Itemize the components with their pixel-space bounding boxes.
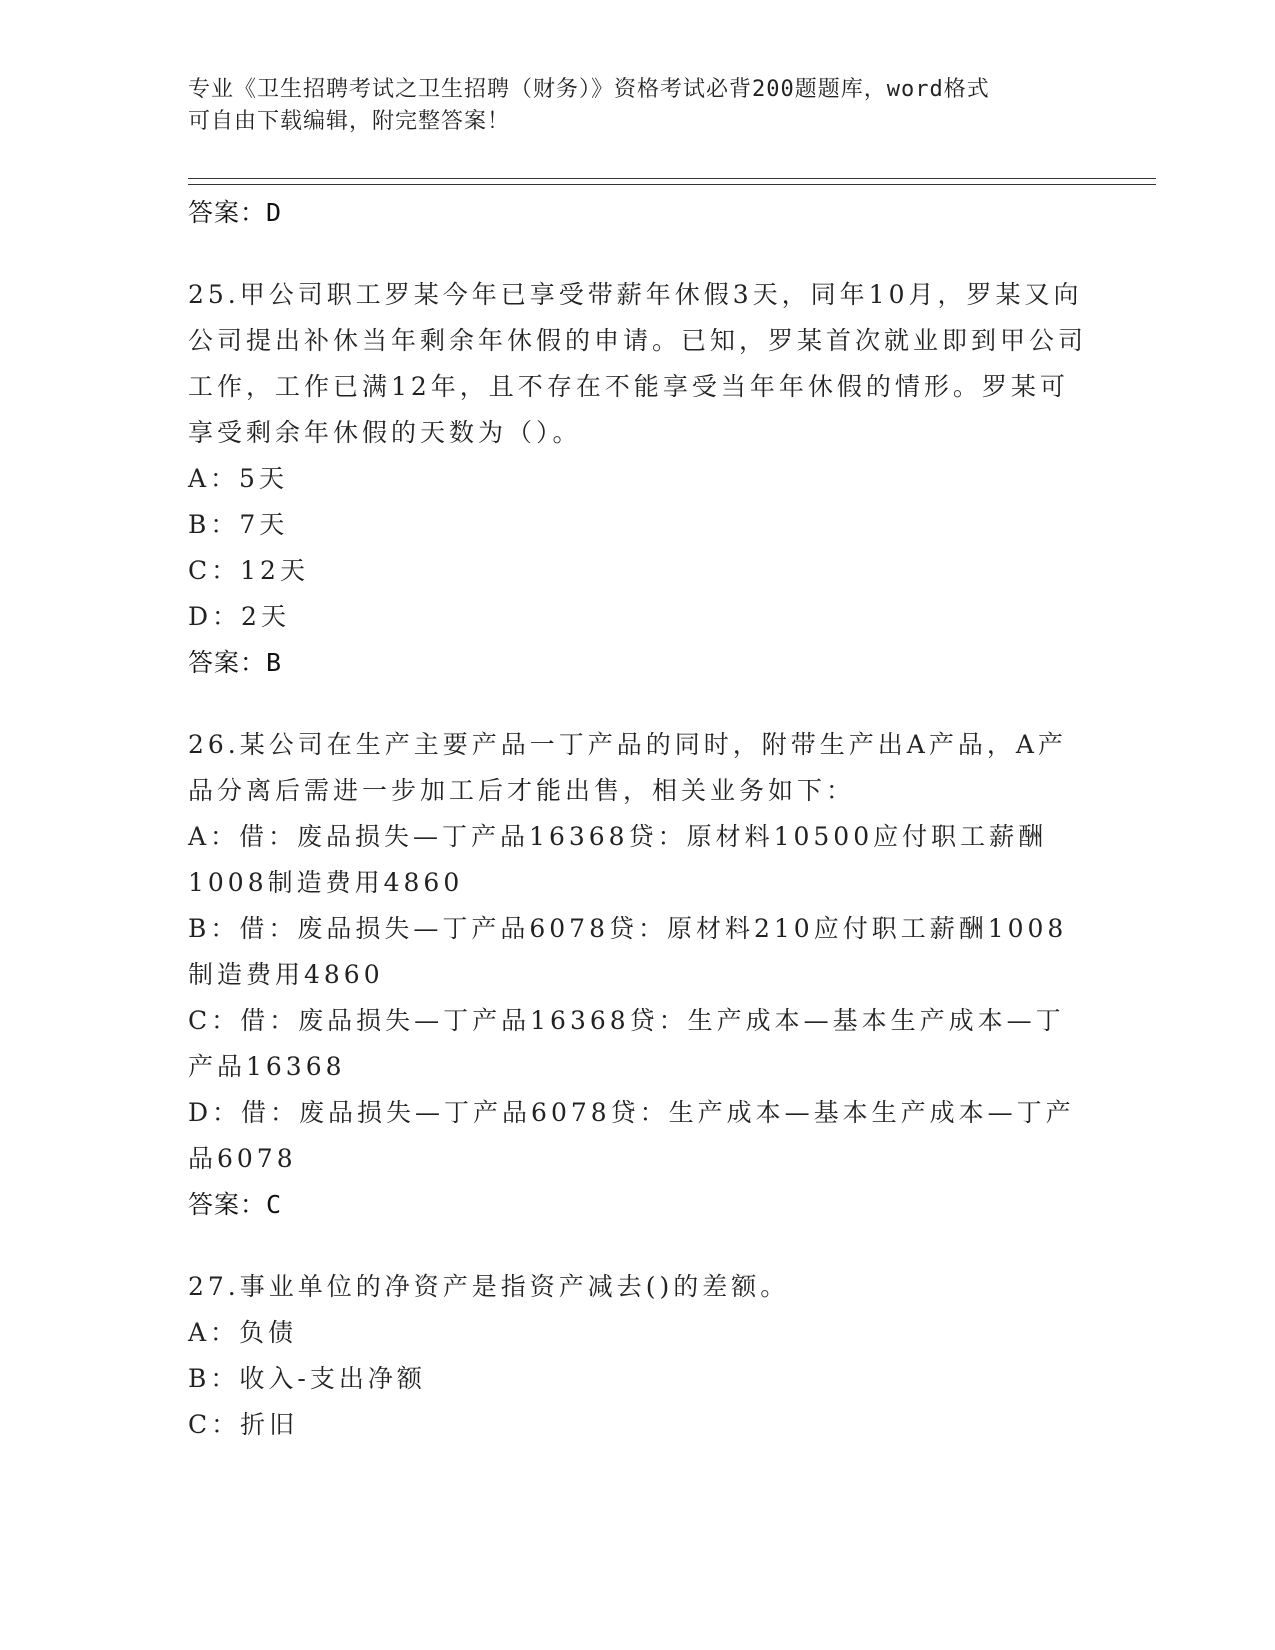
option-b: B：借：废品损失—丁产品6078贷：原材料210应付职工薪酬1008制造费用4860	[188, 914, 1068, 989]
document-body	[188, 190, 1088, 1448]
option-a: A：5天	[188, 464, 288, 493]
option-a: A：借：废品损失—丁产品16368贷：原材料10500应付职工薪酬1008制造费用4860	[188, 822, 1048, 897]
option-d: D：借：废品损失—丁产品6078贷：生产成本—基本生产成本—丁产品6078	[188, 1098, 1075, 1173]
header-line-2: 可自由下载编辑，附完整答案！	[188, 109, 511, 134]
question-text: 27.事业单位的净资产是指资产减去()的差额。	[188, 1272, 790, 1301]
question-26	[188, 722, 1088, 1228]
question-25	[188, 272, 1088, 686]
question-text: 26.某公司在生产主要产品一丁产品的同时，附带生产出A产品，A产品分离后需进一步加工后才能出售，相关业务如下：	[188, 730, 1067, 805]
option-b: B：7天	[188, 510, 289, 539]
header-line-1: 专业《卫生招聘考试之卫生招聘（财务）》资格考试必背200题题库，word格式	[188, 77, 990, 102]
question-27	[188, 1264, 1088, 1448]
header-divider-bottom	[188, 184, 1156, 185]
answer: 答案：C	[188, 1190, 283, 1219]
answer: 答案：B	[188, 648, 283, 677]
question-text: 25.甲公司职工罗某今年已享受带薪年休假3天，同年10月，罗某又向公司提出补休当年剩余年休假的申请。已知，罗某首次就业即到甲公司工作，工作已满12年，且不存在不能享受当年年休假的情形。罗某可享受剩余年休假的天数为（）。	[188, 280, 1088, 447]
option-c: C：折旧	[188, 1410, 299, 1439]
option-b: B：收入-支出净额	[188, 1364, 426, 1393]
header-divider-top	[188, 178, 1156, 179]
option-c: C：借：废品损失—丁产品16368贷：生产成本—基本生产成本—丁产品16368	[188, 1006, 1065, 1081]
document-header	[188, 74, 1068, 138]
option-c: C：12天	[188, 556, 309, 585]
option-a: A：负债	[188, 1318, 298, 1347]
previous-answer: 答案：D	[188, 198, 283, 227]
option-d: D：2天	[188, 602, 290, 631]
